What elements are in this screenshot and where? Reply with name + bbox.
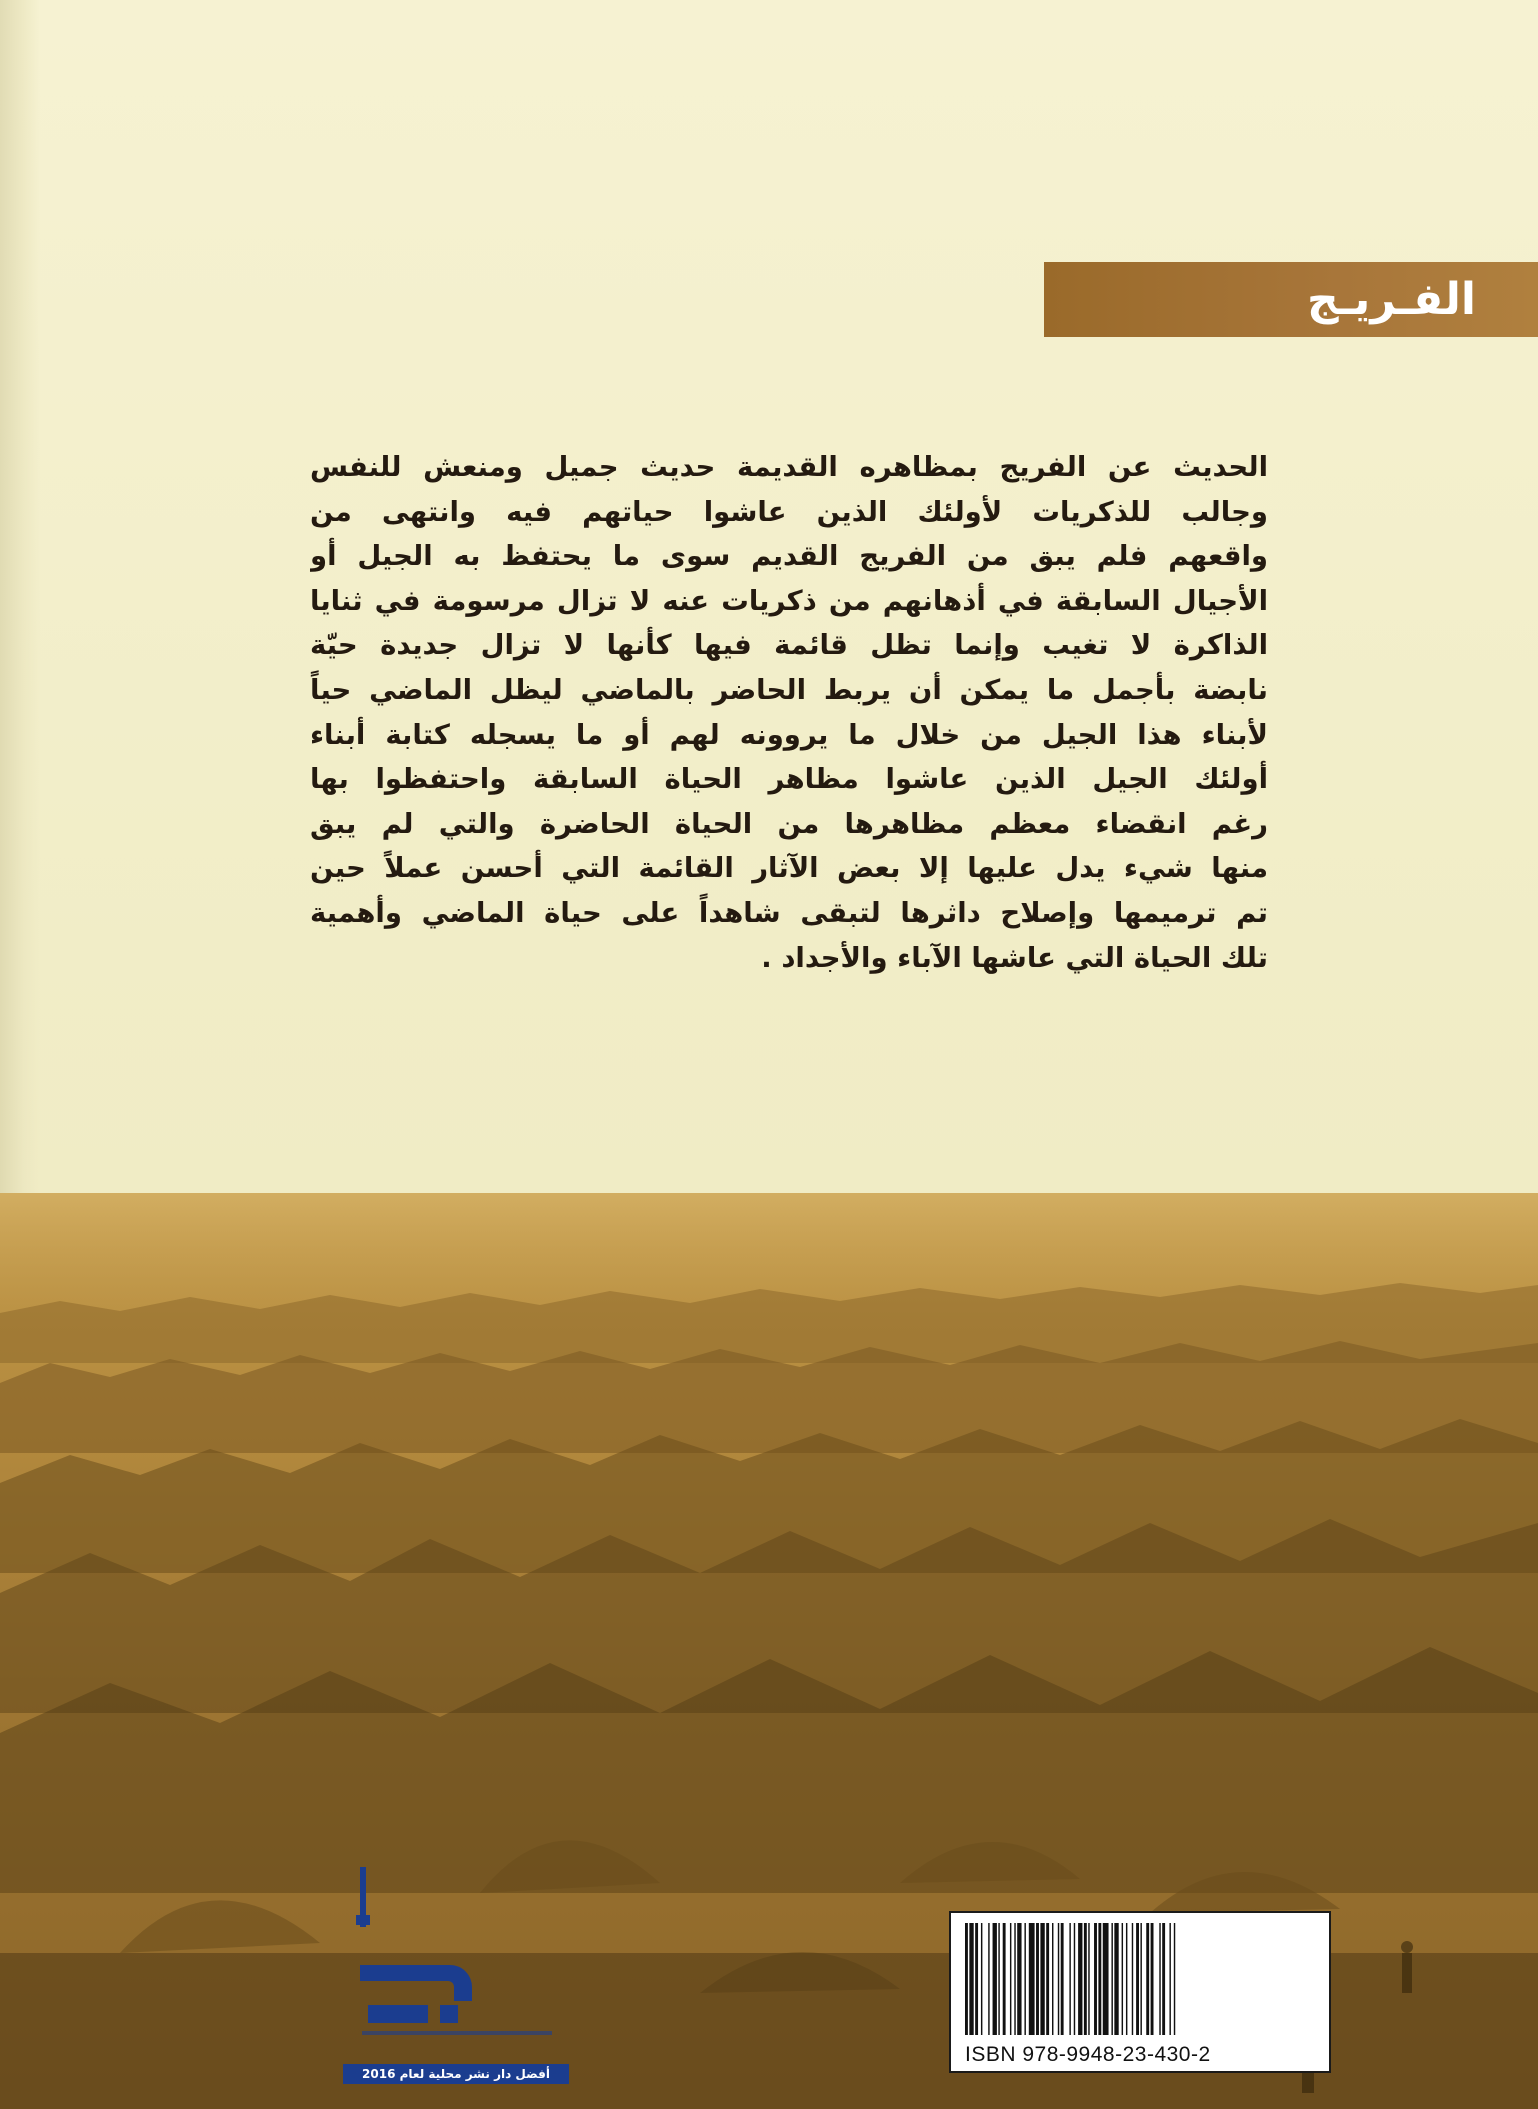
blurb-line: تم ترميمها وإصلاح داثرها لتبقى شاهداً على حياة الماضي وأهمية bbox=[310, 896, 1268, 929]
isbn-number: ISBN 978-9948-23-430-2 bbox=[965, 2043, 1211, 2066]
blurb-line: لأبناء هذا الجيل من خلال ما يروونه لهم أو ما يسجله كتابة أبناء bbox=[310, 718, 1268, 751]
barcode-bar bbox=[1162, 1923, 1165, 2035]
barcode-bar bbox=[1003, 1923, 1006, 2035]
barcode-bar bbox=[1111, 1923, 1112, 2035]
logo-mark bbox=[356, 1915, 370, 1925]
barcode-bar bbox=[1098, 1923, 1101, 2035]
publisher-award-caption: أفضل دار نشر محلية لعام 2016 bbox=[343, 2064, 569, 2084]
barcode-bar bbox=[1058, 1923, 1059, 2035]
title-band bbox=[1044, 262, 1538, 337]
barcode-bar bbox=[1174, 1923, 1175, 2035]
barcode-bar bbox=[1151, 1923, 1154, 2035]
barcode-bar bbox=[1094, 1923, 1097, 2035]
barcode-bar bbox=[969, 1923, 973, 2035]
barcode-bar bbox=[1061, 1923, 1064, 2035]
blurb-line: أولئك الجيل الذين عاشوا مظاهر الحياة السابقة واحتفظوا بها bbox=[310, 763, 1268, 796]
blurb-line: منها شيء يدل عليها إلا بعض الآثار القائمة التي أحسن عملاً حين bbox=[310, 852, 1268, 885]
blurb-line: الذاكرة لا تغيب وإنما تظل قائمة فيها كأنها لا تزال جديدة حيّة bbox=[310, 629, 1268, 662]
barcode-bar bbox=[1046, 1923, 1049, 2035]
barcode-bar bbox=[988, 1923, 989, 2035]
barcode-bar bbox=[1036, 1923, 1039, 2035]
barcode-bar bbox=[1052, 1923, 1053, 2035]
barcode-bar bbox=[1084, 1923, 1087, 2035]
barcode-bar bbox=[1040, 1923, 1044, 2035]
barcode-bar bbox=[1140, 1923, 1141, 2035]
blurb-line: وجالب للذكريات لأولئك الذين عاشوا حياتهم فيه وانتهى من bbox=[310, 495, 1268, 528]
barcode-bar bbox=[1014, 1923, 1015, 2035]
isbn-barcode bbox=[949, 1911, 1331, 2073]
barcode-bar bbox=[1146, 1923, 1149, 2035]
blurb-line: واقعهم فلم يبق من الفريج القديم سوى ما يحتفظ به الجيل أو bbox=[310, 540, 1268, 573]
publisher-logo bbox=[340, 1865, 570, 2055]
barcode-bar bbox=[1132, 1923, 1133, 2035]
barcode-bar bbox=[998, 1923, 999, 2035]
barcode-bar bbox=[981, 1923, 982, 2035]
logo-mark bbox=[360, 1965, 472, 2001]
book-title: الفـريـج bbox=[1307, 274, 1476, 325]
logo-underline bbox=[362, 2031, 552, 2035]
barcode-bar bbox=[965, 1923, 968, 2035]
blurb-line: رغم انقضاء معظم مظاهرها من الحياة الحاضرة والتي لم يبق bbox=[310, 807, 1268, 840]
blurb-paragraph bbox=[310, 445, 1268, 980]
barcode-bar bbox=[1029, 1923, 1035, 2035]
blurb-line: الحديث عن الفريج بمظاهره القديمة حديث جميل ومنعش للنفس bbox=[310, 451, 1268, 483]
barcode-bar bbox=[1088, 1923, 1089, 2035]
barcode-bar bbox=[1159, 1923, 1160, 2035]
barcode-bar bbox=[1136, 1923, 1139, 2035]
barcode-bar bbox=[1010, 1923, 1011, 2035]
barcode-bar bbox=[1078, 1923, 1082, 2035]
barcode-bars bbox=[965, 1923, 1317, 2035]
barcode-bar bbox=[1069, 1923, 1070, 2035]
barcode-bar bbox=[1114, 1923, 1118, 2035]
barcode-bar bbox=[1017, 1923, 1021, 2035]
barcode-bar bbox=[1074, 1923, 1075, 2035]
blurb-line: تلك الحياة التي عاشها الآباء والأجداد . bbox=[761, 941, 1268, 974]
barcode-bar bbox=[1169, 1923, 1170, 2035]
barcode-bar bbox=[1103, 1923, 1109, 2035]
barcode-bar bbox=[1126, 1923, 1127, 2035]
blurb-line: نابضة بأجمل ما يمكن أن يربط الحاضر بالماضي ليظل الماضي حياً bbox=[310, 673, 1268, 706]
blurb-line: الأجيال السابقة في أذهانهم من ذكريات عنه لا تزال مرسومة في ثنايا bbox=[310, 584, 1268, 617]
logo-mark bbox=[440, 2005, 458, 2023]
barcode-bar bbox=[975, 1923, 978, 2035]
barcode-bar bbox=[1122, 1923, 1123, 2035]
barcode-bar bbox=[993, 1923, 997, 2035]
logo-mark bbox=[368, 2005, 428, 2023]
barcode-bar bbox=[1024, 1923, 1025, 2035]
